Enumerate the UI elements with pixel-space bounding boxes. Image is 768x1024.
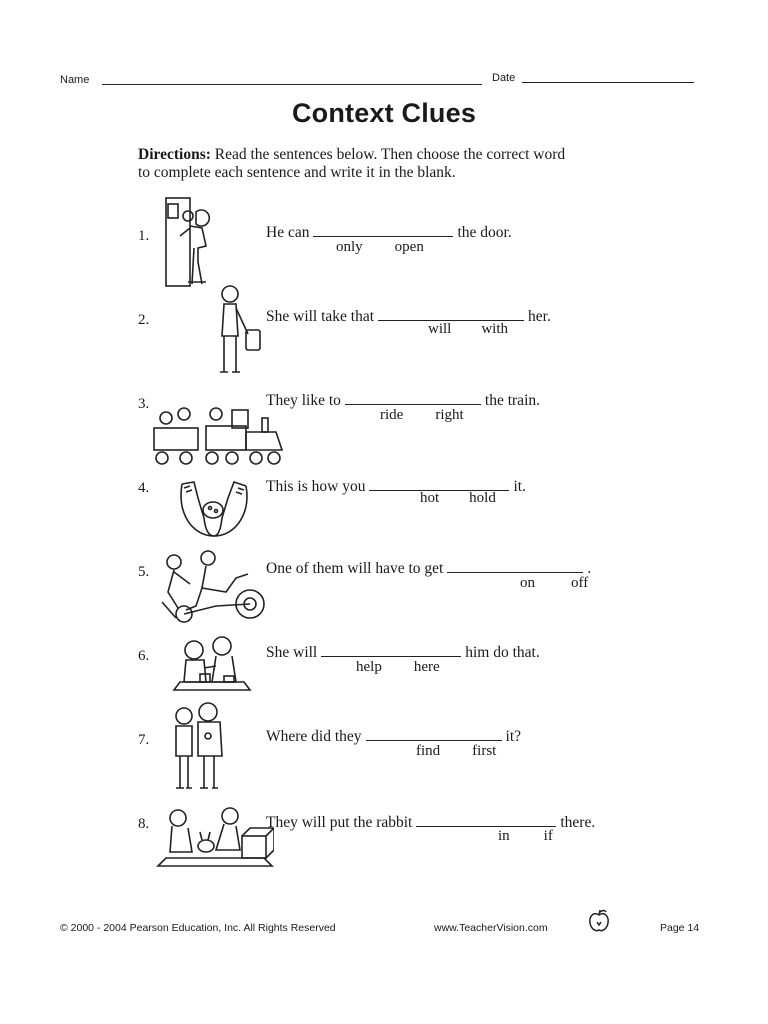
word-choices <box>336 239 424 256</box>
word-choices <box>380 407 464 424</box>
sentence-before: They will put the rabbit <box>266 814 413 831</box>
girl-helping-boy-icon <box>172 632 252 694</box>
exercise-item <box>0 700 768 780</box>
choice-word: ride <box>380 407 404 423</box>
sentence-after: it? <box>505 728 522 745</box>
sentence-before: She will <box>266 644 318 661</box>
sentence-after: her. <box>528 308 551 325</box>
choice-word: find <box>416 743 441 759</box>
apple-logo-icon <box>587 908 611 934</box>
item-number: 6. <box>138 648 150 664</box>
item-number: 5. <box>138 564 150 580</box>
sentence-after: there. <box>560 814 596 831</box>
choice-word: will <box>428 321 452 337</box>
choice-word: first <box>472 743 497 759</box>
page-number: Page 14 <box>660 922 700 934</box>
exercise-item <box>0 364 768 444</box>
word-choices <box>428 321 508 338</box>
page-title: Context Clues <box>291 98 477 128</box>
choice-word: help <box>356 659 382 675</box>
item-number: 4. <box>138 480 150 496</box>
date-label: Date <box>492 72 516 84</box>
answer-blank[interactable] <box>321 644 461 657</box>
website-link[interactable]: www.TeacherVision.com <box>434 922 548 934</box>
sentence-before: One of them will have to get <box>266 560 444 577</box>
sentence-after: it. <box>513 478 526 495</box>
answer-blank[interactable] <box>447 560 583 573</box>
sentence-before: He can <box>266 224 310 241</box>
item-number: 8. <box>138 816 150 832</box>
choice-word: in <box>498 828 510 844</box>
item-number: 3. <box>138 396 150 412</box>
directions-line-2: to complete each sentence and write it in the blank. <box>138 164 456 181</box>
choice-word: hot <box>420 490 440 506</box>
directions-label: Directions: <box>138 146 211 163</box>
directions <box>138 146 678 182</box>
choice-word: if <box>543 828 553 844</box>
exercise-item <box>0 196 768 276</box>
item-number: 7. <box>138 732 150 748</box>
word-choices <box>420 490 496 507</box>
name-line[interactable] <box>102 84 482 85</box>
exercise-item <box>0 280 768 360</box>
word-choices <box>520 575 588 592</box>
name-label: Name <box>60 74 90 86</box>
boy-opening-door-icon <box>158 196 220 290</box>
item-number: 1. <box>138 228 150 244</box>
exercise-item <box>0 532 768 612</box>
sentence-after: the train. <box>484 392 540 409</box>
answer-blank[interactable] <box>345 392 481 405</box>
choice-word: only <box>336 239 363 255</box>
two-kids-standing-icon <box>168 700 232 794</box>
sentence-after: him do that. <box>465 644 540 661</box>
choice-word: here <box>413 659 440 675</box>
word-choices <box>498 828 553 845</box>
exercise-item <box>0 448 768 528</box>
sentence-after: the door. <box>457 224 512 241</box>
choice-word: with <box>481 321 509 337</box>
word-choices <box>416 743 496 760</box>
sentence-before: This is how you <box>266 478 366 495</box>
answer-blank[interactable] <box>378 308 524 321</box>
word-choices <box>356 659 440 676</box>
date-line[interactable] <box>522 82 694 83</box>
choice-word: off <box>571 575 589 591</box>
choice-word: hold <box>469 490 496 506</box>
exercise-item <box>0 784 768 864</box>
copyright-text: © 2000 - 2004 Pearson Education, Inc. All Rights Reserved <box>60 922 336 934</box>
answer-blank[interactable] <box>313 224 453 237</box>
item-number: 2. <box>138 312 150 328</box>
sentence-after: . <box>587 560 592 577</box>
kids-with-rabbit-box-icon <box>156 806 274 870</box>
choice-word: on <box>520 575 535 591</box>
answer-blank[interactable] <box>366 728 502 741</box>
answer-blank[interactable] <box>416 814 556 827</box>
choice-word: right <box>435 407 464 423</box>
sentence <box>266 308 551 326</box>
sentence-before: They like to <box>266 392 341 409</box>
choice-word: open <box>394 239 424 255</box>
sentence-before: She will take that <box>266 308 375 325</box>
exercise-item <box>0 616 768 696</box>
directions-line-1: Read the sentences below. Then choose the correct word <box>214 146 566 163</box>
sentence-before: Where did they <box>266 728 362 745</box>
